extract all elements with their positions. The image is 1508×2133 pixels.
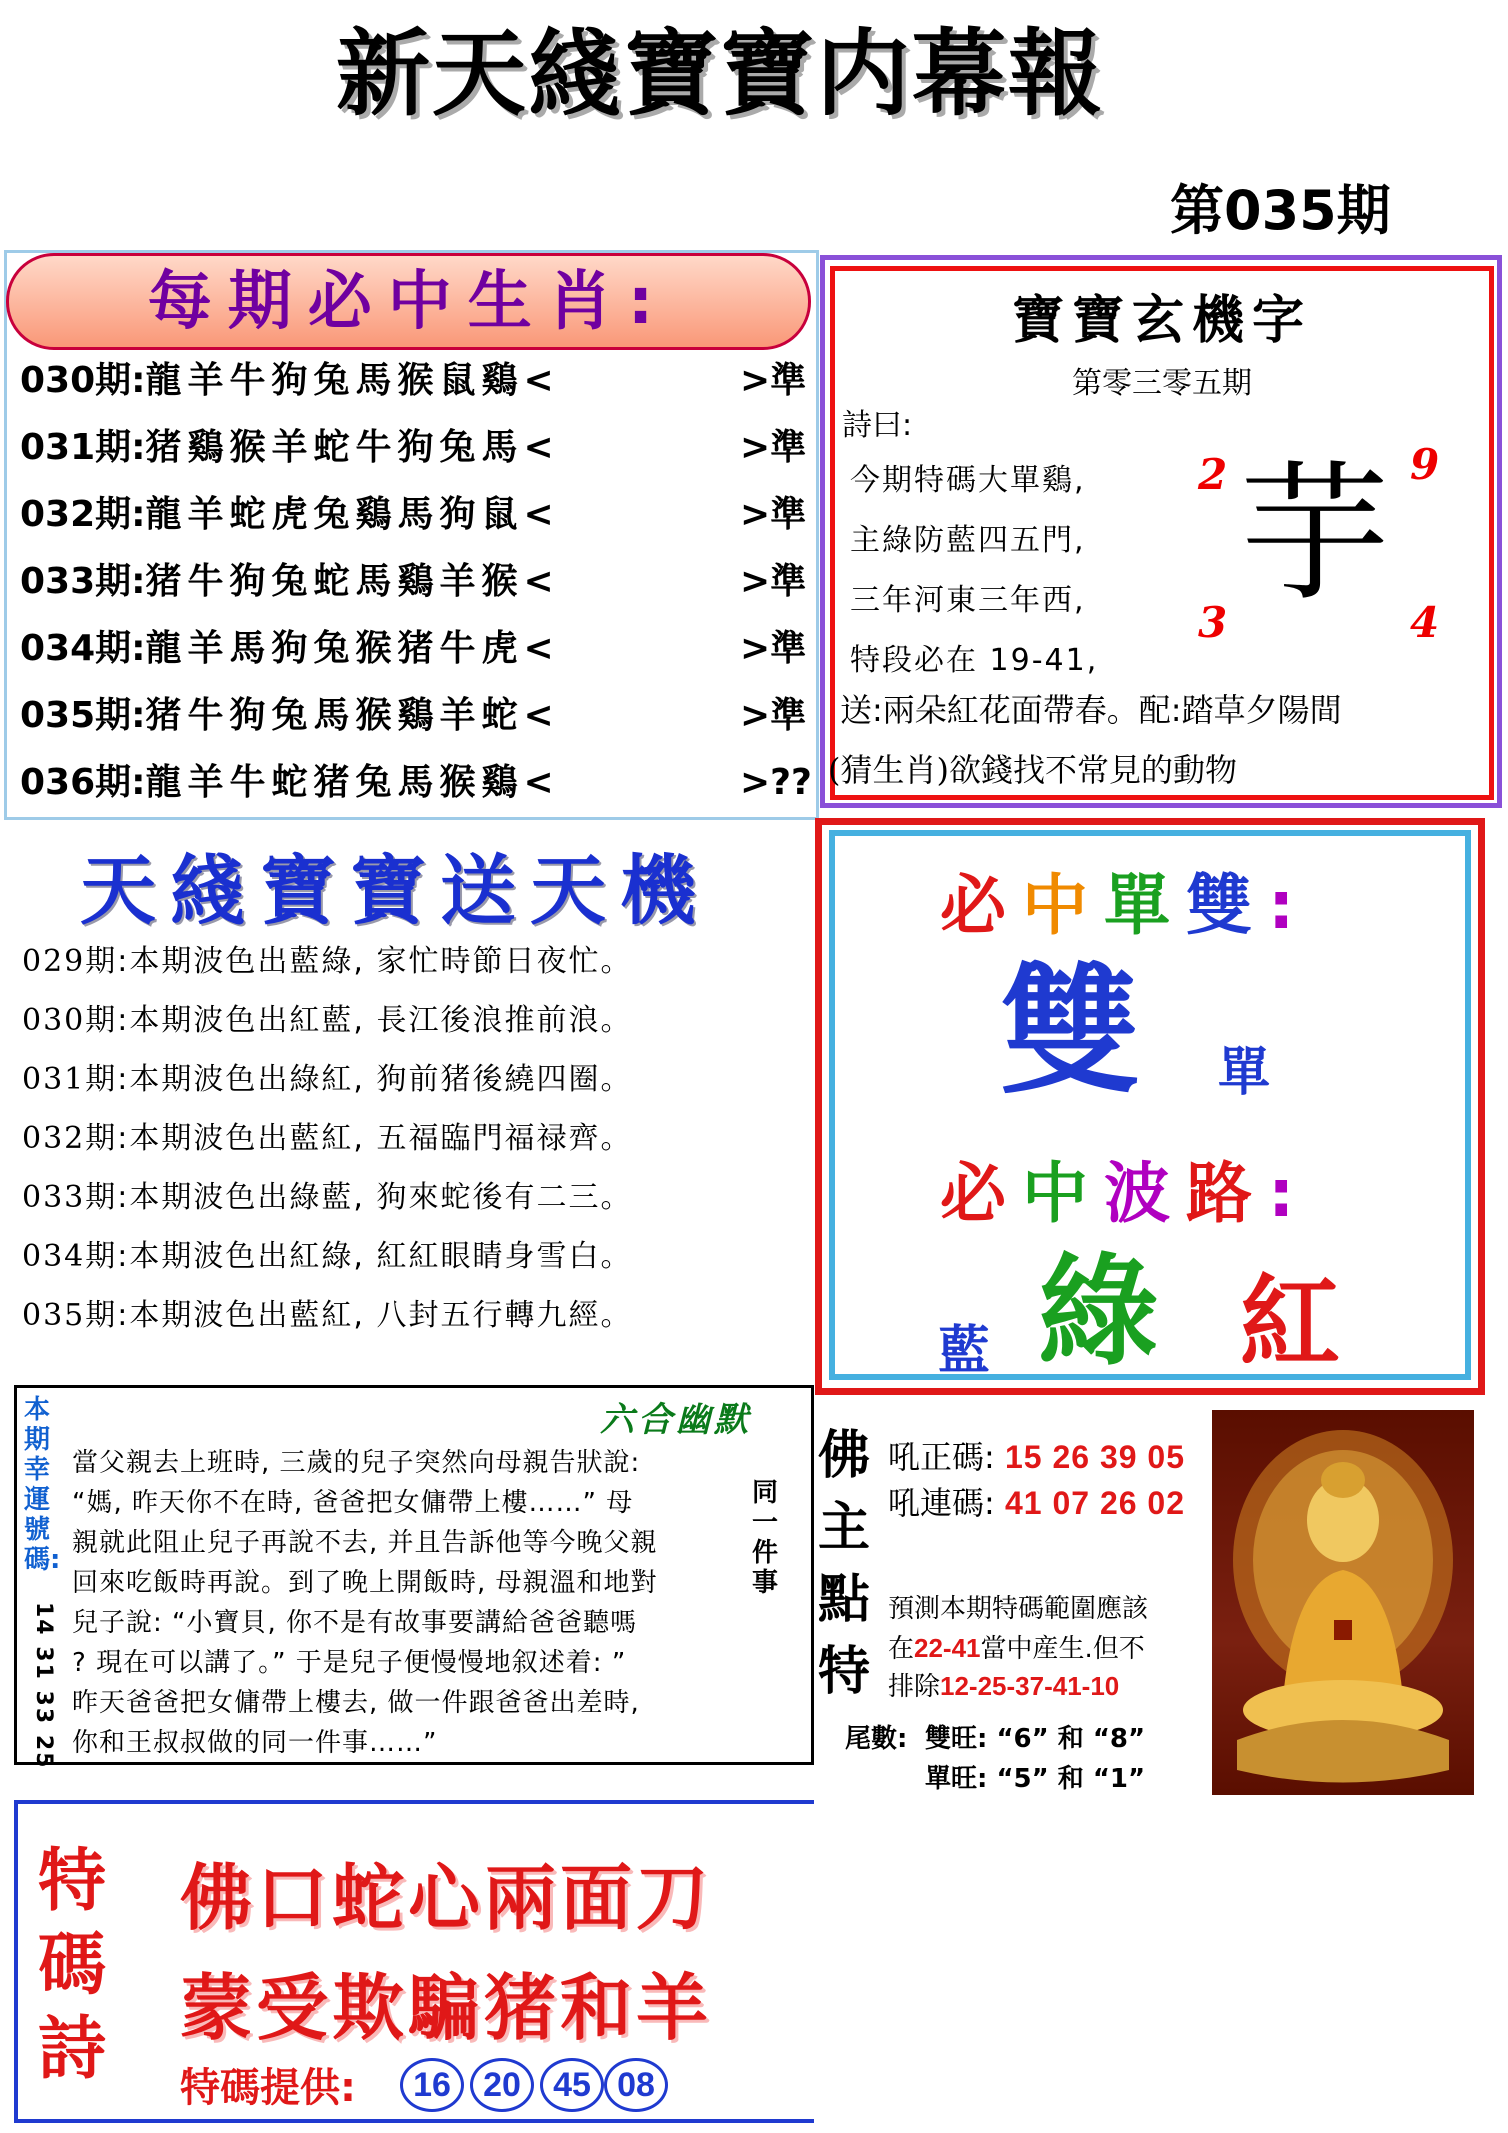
clue-row-text: 期:本期波色出綠紅, 狗前猪後繞四圈。 [85, 1062, 633, 1097]
zodiac-row-result: >準 [740, 427, 807, 468]
title-glyph: 單 [1104, 867, 1186, 944]
clue-row [22, 1054, 632, 1098]
page-title: 新天綫寶寶内幕報 [335, 20, 1104, 129]
zodiac-row-animals: 龍羊蛇虎兔鷄馬狗鼠< [145, 494, 560, 535]
tail-single: 單旺: “5” 和 “1” [925, 1764, 1146, 1794]
joke-line: 當父親去上班時, 三歲的兒子突然向母親告狀說: [72, 1448, 641, 1478]
poem-label: 詩曰: [842, 408, 913, 443]
joke-line: 回來吃飯時再說。到了晚上開飯時, 母親溫和地對 [72, 1568, 658, 1598]
title-glyph: 必 [940, 867, 1022, 944]
clue-row [22, 1231, 632, 1275]
joke-line: “媽, 昨天你不在時, 爸爸把女傭帶上樓……” 母 [72, 1488, 634, 1518]
poem-line: 今期特碼大單鷄, [850, 463, 1086, 498]
zodiac-row-animals: 龍羊馬狗兔猴猪牛虎< [145, 628, 560, 669]
exclude-label: 排除 [888, 1672, 941, 1702]
clue-row-text: 期:本期波色出藍紅, 八封五行轉九經。 [85, 1298, 633, 1333]
lucky-numbers: 14 31 33 25 [31, 1602, 56, 1770]
zodiac-row-prefix: 031期: [20, 427, 146, 468]
corner-number: 9 [1410, 440, 1440, 489]
number-ball: 45 [540, 2058, 604, 2112]
zodiac-row [20, 750, 810, 816]
zodiac-row-prefix: 030期: [20, 360, 146, 401]
predict-range: 22-41 [914, 1633, 981, 1663]
zodiac-row-animals: 猪鷄猴羊蛇牛狗兔馬< [145, 427, 560, 468]
zodiac-row-prefix: 036期: [20, 762, 146, 803]
roar-combo-value: 41 07 26 02 [1004, 1485, 1186, 1521]
buddha-image [1212, 1410, 1474, 1795]
zodiac-row [20, 616, 810, 682]
poem-line: 主綠防藍四五門, [850, 523, 1086, 558]
guess-line: (猜生肖)欲錢找不常見的動物 [828, 751, 1237, 789]
zodiac-row-prefix: 034期: [20, 628, 146, 669]
clue-row-text: 期:本期波色出紅綠, 紅紅眼睛身雪白。 [85, 1239, 633, 1274]
exclude-line [888, 1666, 1119, 1703]
exclude-numbers: 12-25-37-41-10 [940, 1671, 1120, 1701]
odd-even-title [940, 852, 1310, 947]
clue-row [22, 1113, 632, 1157]
wave-tertiary: 藍 [938, 1321, 991, 1381]
predict-line: 預測本期特碼範圍應該 [888, 1594, 1149, 1624]
roar-main-value: 15 26 39 05 [1004, 1439, 1186, 1475]
clue-row-text: 期:本期波色出藍綠, 家忙時節日夜忙。 [85, 944, 633, 979]
poem-line: 三年河東三年西, [850, 583, 1086, 618]
predict-suffix: 當中産生.但不 [980, 1634, 1145, 1664]
corner-number: 2 [1198, 450, 1228, 499]
zodiac-row-animals: 猪牛狗兔蛇馬鷄羊猴< [145, 561, 560, 602]
zodiac-row [20, 683, 810, 749]
number-ball: 20 [470, 2058, 534, 2112]
provide-label: 特碼提供: [180, 2065, 356, 2111]
issue-number: 第035期 [1170, 179, 1391, 242]
zodiac-row-animals: 龍羊牛狗兔馬猴鼠鷄< [145, 360, 560, 401]
hidden-big-character: 芋 [1240, 448, 1391, 622]
poem-line: 特段必在 19-41, [850, 643, 1099, 678]
lucky-number-label: 本期幸運號碼: [24, 1395, 61, 1575]
title-glyph: 雙 [1186, 867, 1268, 944]
buddha-label: 佛主點特 [818, 1426, 871, 1702]
wave-primary: 綠 [1038, 1243, 1158, 1382]
wave-title [940, 1140, 1310, 1235]
title-glyph: 必 [940, 1155, 1022, 1232]
clues-title: 天綫寶寶送天機 [80, 846, 710, 935]
zodiac-row-animals: 猪牛狗兔馬猴鷄羊蛇< [145, 695, 560, 736]
joke-line: 兒子說: “小寶貝, 你不是有故事要講給爸爸聽嗎 [72, 1608, 638, 1638]
zodiac-row-prefix: 035期: [20, 695, 146, 736]
roar-combo-label: 吼連碼: [888, 1484, 995, 1522]
zodiac-row-result: >準 [740, 494, 807, 535]
zodiac-row-prefix: 033期: [20, 561, 146, 602]
hidden-char-subtitle: 第零三零五期 [1072, 366, 1252, 401]
zodiac-banner: 每期必中生肖: [6, 253, 811, 350]
clue-row-text: 期:本期波色出紅藍, 長江後浪推前浪。 [85, 1003, 633, 1038]
joke-line: 親就此阻止兒子再說不去, 并且告訴他等今晚父親 [72, 1528, 658, 1558]
wave-secondary: 紅 [1240, 1264, 1340, 1381]
joke-line: ? 現在可以講了。” 于是兒子便慢慢地叙述着: ” [72, 1648, 627, 1678]
roar-main-line [888, 1432, 1185, 1478]
predict-prefix: 在 [888, 1634, 915, 1664]
joke-line: 你和王叔叔做的同一件事……” [72, 1728, 438, 1758]
special-poem-line: 佛口蛇心兩面刀 [180, 1856, 713, 1940]
number-ball: 16 [400, 2058, 464, 2112]
tail-double: 雙旺: “6” 和 “8” [925, 1724, 1146, 1754]
clue-row-issue: 030 [22, 1003, 86, 1038]
clue-row-issue: 029 [22, 944, 86, 979]
corner-number: 3 [1198, 598, 1228, 647]
clue-row-issue: 031 [22, 1062, 86, 1097]
clue-row [22, 1172, 632, 1216]
clue-row-text: 期:本期波色出藍紅, 五福臨門福禄齊。 [85, 1121, 633, 1156]
roar-main-label: 吼正碼: [888, 1438, 995, 1476]
title-glyph: 中 [1022, 1155, 1104, 1232]
corner-number: 4 [1410, 598, 1440, 647]
clue-row-text: 期:本期波色出綠藍, 狗來蛇後有二三。 [85, 1180, 633, 1215]
title-glyph: : [1268, 1155, 1311, 1232]
zodiac-row-animals: 龍羊牛蛇猪兔馬猴鷄< [145, 762, 560, 803]
hidden-char-title: 寶寶玄機字 [1011, 290, 1312, 351]
zodiac-row-result: >準 [740, 695, 807, 736]
zodiac-row [20, 415, 810, 481]
clue-row-issue: 035 [22, 1298, 86, 1333]
zodiac-row-result: >準 [740, 360, 807, 401]
zodiac-row-result: >準 [740, 561, 807, 602]
clue-row [22, 936, 632, 980]
roar-combo-line [888, 1478, 1185, 1524]
title-glyph: 中 [1022, 867, 1104, 944]
number-ball: 08 [604, 2058, 668, 2112]
clue-row [22, 995, 632, 1039]
joke-side-title: 同一件事 [752, 1478, 779, 1598]
clue-row [22, 1290, 632, 1334]
special-poem-line: 蒙受欺騙猪和羊 [180, 1966, 713, 2050]
predict-range-line [888, 1628, 1145, 1665]
zodiac-row-prefix: 032期: [20, 494, 146, 535]
special-poem-side: 特碼詩 [38, 1842, 107, 2089]
zodiac-row-result: >準 [740, 628, 807, 669]
zodiac-row [20, 482, 810, 548]
title-glyph: : [1268, 867, 1311, 944]
title-glyph: 路 [1186, 1155, 1268, 1232]
zodiac-row [20, 549, 810, 615]
odd-even-main: 雙 [1000, 951, 1141, 1114]
odd-even-secondary: 單 [1218, 1043, 1271, 1103]
send-line: 送:兩朵紅花面帶春。配:踏草夕陽間 [840, 691, 1342, 729]
joke-line: 昨天爸爸把女傭帶上樓去, 做一件跟爸爸出差時, [72, 1688, 640, 1718]
zodiac-row [20, 348, 810, 414]
title-glyph: 波 [1104, 1155, 1186, 1232]
clue-row-issue: 033 [22, 1180, 86, 1215]
clue-row-issue: 034 [22, 1239, 86, 1274]
tail-label: 尾數: [845, 1724, 908, 1754]
joke-heading: 六合幽默 [600, 1400, 752, 1440]
clue-row-issue: 032 [22, 1121, 86, 1156]
zodiac-row-result: >?? [740, 762, 812, 803]
